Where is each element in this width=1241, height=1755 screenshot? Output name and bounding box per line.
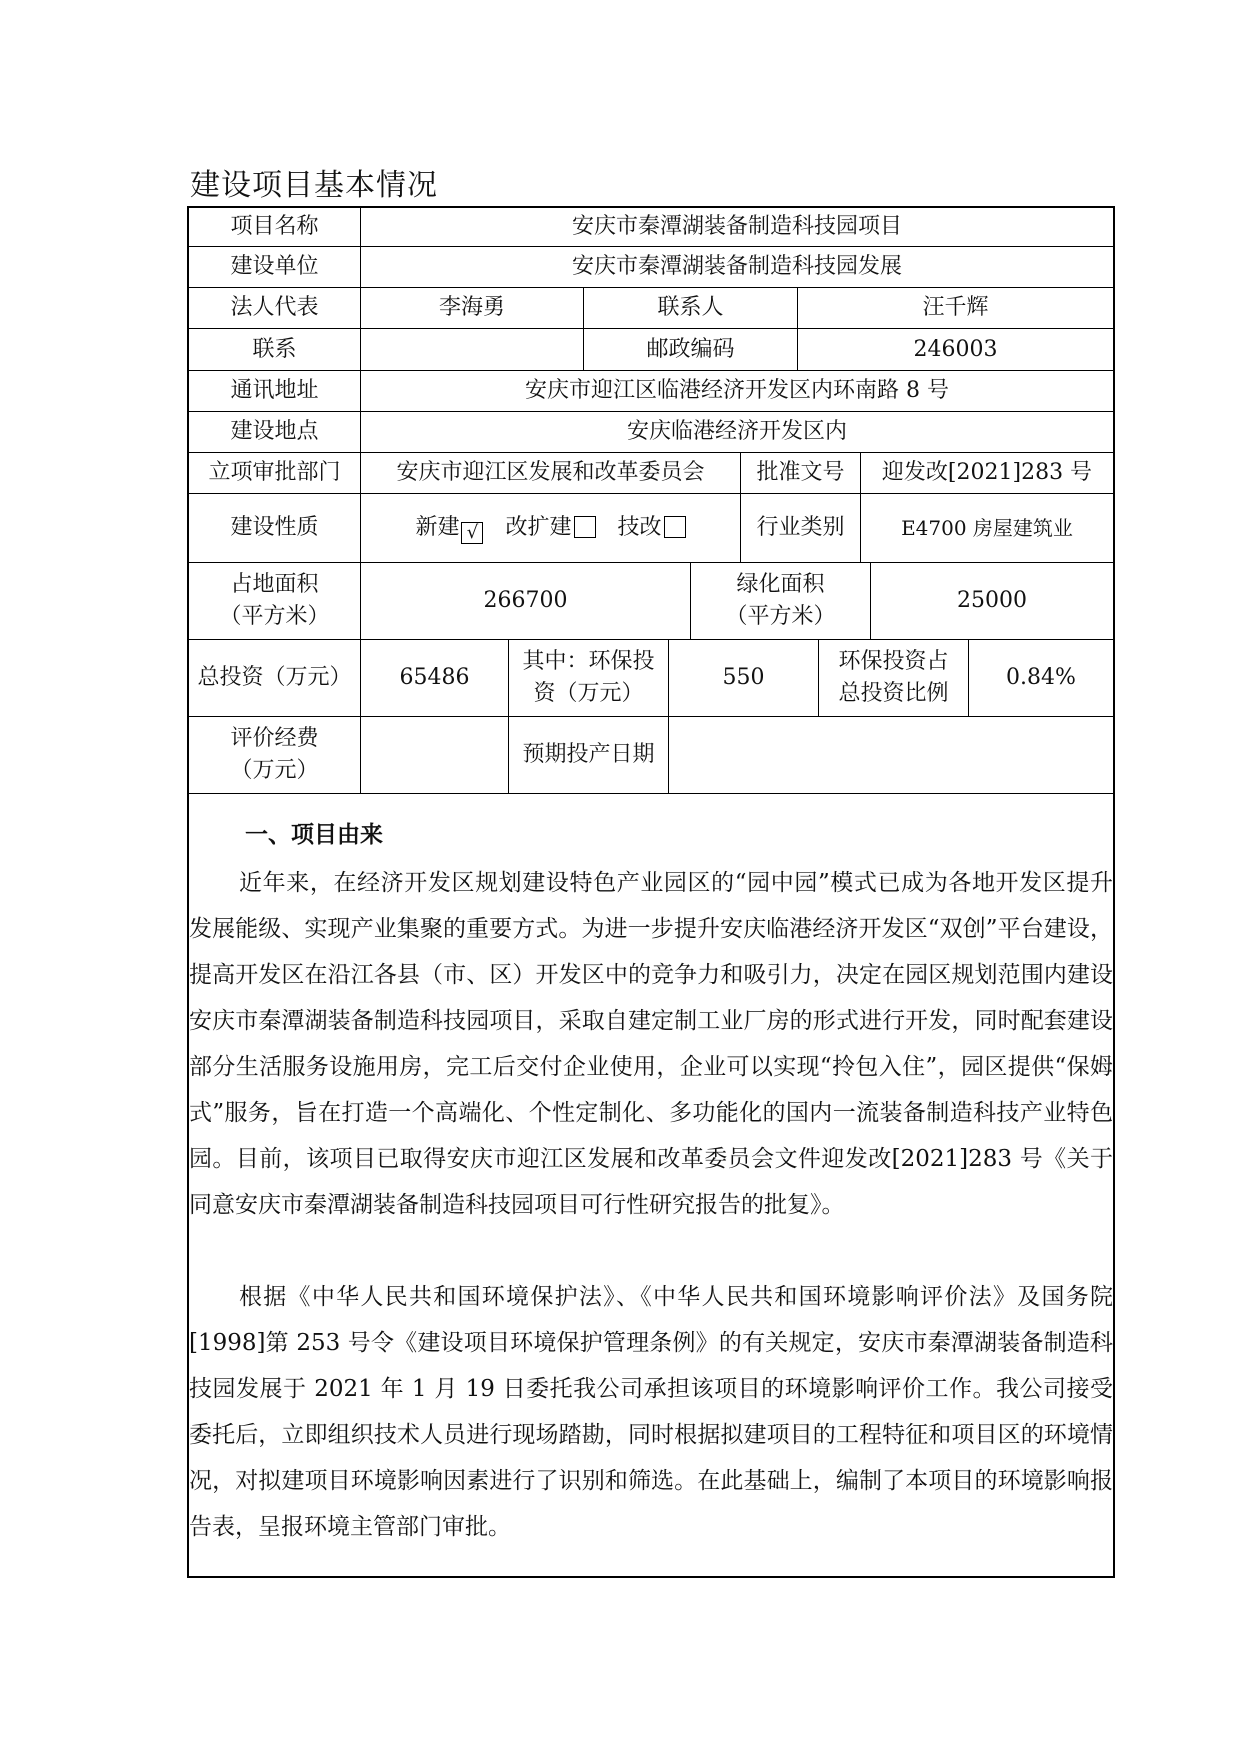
env-ratio-label: 环保投资占 总投资比例: [819, 640, 969, 717]
legal-rep-label: 法人代表: [189, 288, 361, 329]
contact-person-label: 联系人: [584, 288, 798, 329]
nature-option-expand[interactable]: 改扩建: [505, 512, 617, 544]
address-value: 安庆市迎江区临港经济开发区内环南路 8 号: [361, 371, 1113, 412]
contact-person-value: 汪千辉: [798, 288, 1113, 329]
prod-date-label: 预期投产日期: [509, 717, 669, 794]
info-table: [187, 206, 1115, 1578]
env-invest-value: 550: [669, 640, 819, 717]
project-name-label: 项目名称: [189, 208, 361, 247]
address-label: 通讯地址: [189, 371, 361, 412]
approval-no-value: 迎发改[2021]283 号: [861, 453, 1113, 494]
site-label: 建设地点: [189, 412, 361, 453]
approval-dept-label: 立项审批部门: [189, 453, 361, 494]
land-area-value: 266700: [361, 563, 691, 640]
empty-box-icon[interactable]: [664, 516, 686, 538]
phone-value: [361, 329, 584, 371]
nature-option-retrofit[interactable]: 技改: [618, 512, 686, 544]
env-ratio-value: 0.84%: [969, 640, 1113, 717]
postcode-value: 246003: [798, 329, 1113, 371]
approval-no-label: 批准文号: [741, 453, 861, 494]
prod-date-value: [669, 717, 1113, 794]
paragraph-1: 近年来，在经济开发区规划建设特色产业园区的“园中园”模式已成为各地开发区提升发展能级、实现产业集聚的重要方式。为进一步提升安庆临港经济开发区“双创”平台建设，提高开发区在沿江各县（市、区）开发区中的竞争力和吸引力，决定在园区规划范围内建设安庆市秦潭湖装备制造科技园项目，采取自建定制工业厂房的形式进行开发，同时配套建设部分生活服务设施用房，完工后交付企业使用，企业可以实现“拎包入住”，园区提供“保姆式”服务，旨在打造一个高端化、个性定制化、多功能化的国内一流装备制造科技产业特色园。目前，该项目已取得安庆市迎江区发展和改革委员会文件迎发改[2021]283 号《关于同意安庆市秦潭湖装备制造科技园项目可行性研究报告的批复》。: [189, 870, 1113, 1218]
page-title: 建设项目基本情况: [190, 168, 438, 203]
approval-dept-value: 安庆市迎江区发展和改革委员会: [361, 453, 741, 494]
land-area-label: 占地面积 （平方米）: [189, 563, 361, 640]
eval-fee-value: [361, 717, 509, 794]
project-name-value: 安庆市秦潭湖装备制造科技园项目: [361, 208, 1113, 247]
paragraph-2: 根据《中华人民共和国环境保护法》、《中华人民共和国环境影响评价法》及国务院[1998]第 253 号令《建设项目环境保护管理条例》的有关规定，安庆市秦潭湖装备制造科技园发展于 2021 年 1 月 19 日委托我公司承担该项目的环境影响评价工作。我公司接受委托后，立即组织技术人员进行现场踏勘，同时根据拟建项目的工程特征和项目区的环境情况，对拟建项目环境影响因素进行了识别和筛选。在此基础上，编制了本项目的环境影响报告表，呈报环境主管部门审批。: [189, 1284, 1113, 1540]
green-area-label: 绿化面积 （平方米）: [691, 563, 871, 640]
site-value: 安庆临港经济开发区内: [361, 412, 1113, 453]
builder-value: 安庆市秦潭湖装备制造科技园发展: [361, 247, 1113, 288]
green-area-value: 25000: [871, 563, 1113, 640]
nature-options: [361, 494, 741, 563]
industry-label: 行业类别: [741, 494, 861, 563]
eval-fee-label: 评价经费 （万元）: [189, 717, 361, 794]
phone-label: 联系: [189, 329, 361, 371]
invest-label: 总投资（万元）: [189, 640, 361, 717]
empty-box-icon[interactable]: [574, 516, 596, 538]
nature-option-new[interactable]: 新建 √: [415, 512, 505, 544]
postcode-label: 邮政编码: [584, 329, 798, 371]
legal-rep-value: 李海勇: [361, 288, 584, 329]
invest-value: 65486: [361, 640, 509, 717]
env-invest-label: 其中：环保投 资（万元）: [509, 640, 669, 717]
checked-box-icon[interactable]: √: [461, 522, 483, 544]
nature-label: 建设性质: [189, 494, 361, 563]
section-heading: 一、项目由来: [245, 822, 383, 848]
industry-value: E4700 房屋建筑业: [861, 494, 1113, 563]
builder-label: 建设单位: [189, 247, 361, 288]
